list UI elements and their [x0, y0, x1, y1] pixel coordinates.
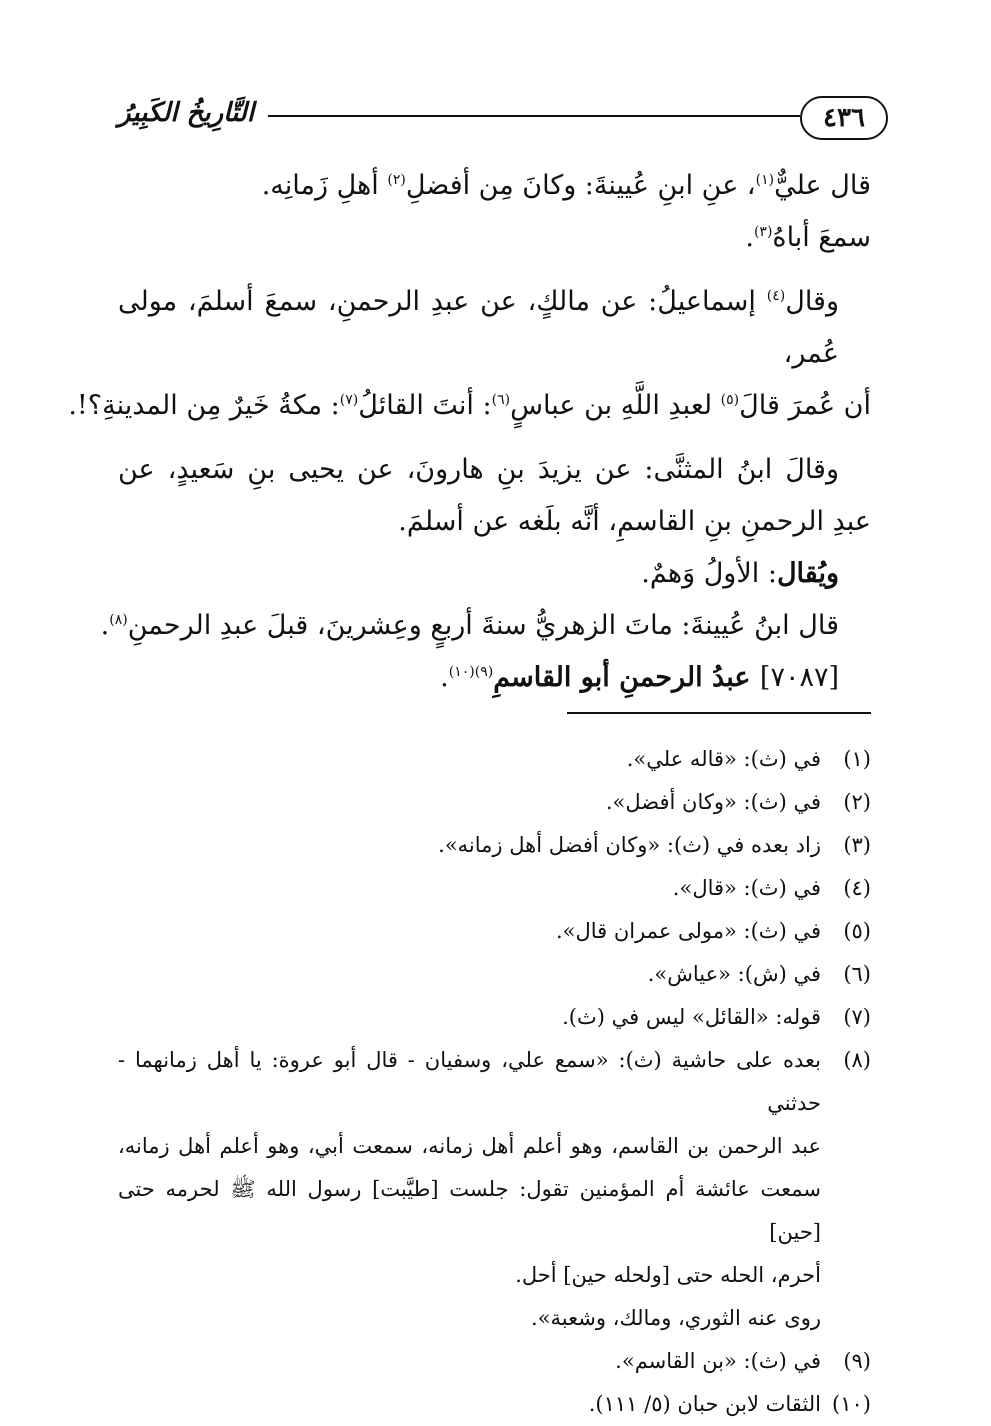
footnote-text: [118, 738, 821, 781]
footnotes: [118, 738, 871, 1426]
footnote: [118, 910, 871, 953]
footnote: [118, 1039, 871, 1340]
footnote: [118, 996, 871, 1039]
footnote-line: في (ث): «وكان أفضل».: [605, 790, 821, 814]
text-run: ، عنِ ابنِ عُيينةَ: وكانَ مِن أفضلِ: [405, 170, 756, 201]
footnote-ref-4: (٤): [766, 288, 786, 304]
footnote-ref-8: (٨): [109, 612, 128, 628]
page-number: ٤٣٦: [823, 103, 865, 133]
footnote-line: في (ث): «قاله علي».: [626, 747, 821, 771]
footnote: [118, 867, 871, 910]
paragraph-2: [118, 212, 871, 264]
text-run: أهلِ زَمانِه.: [261, 170, 388, 201]
footnote-text: [118, 1039, 821, 1340]
header-rule: [268, 115, 800, 117]
text-run: : مكةُ خَيرٌ مِن المدينةِ؟!.: [68, 390, 340, 421]
footnote-line: روى عنه الثوري، ومالك، وشعبة».: [531, 1306, 821, 1330]
footnote: [118, 1340, 871, 1383]
footnote-line: عبد الرحمن بن القاسم، وهو أعلم أهل زمانه، سمعت أبي، وهو أعلم أهل زمانه،: [118, 1134, 821, 1158]
footnote-separator: [567, 712, 871, 714]
bold-term: ويُقال: [776, 558, 839, 589]
footnote-number: (٦): [843, 962, 871, 986]
text-run: .: [100, 610, 110, 641]
footnote-number: (٢): [843, 790, 871, 814]
footnote-line: قوله: «القائل» ليس في (ث).: [562, 1005, 821, 1029]
text-run: قال عليٌّ: [774, 170, 871, 201]
text-run: قال ابنُ عُيينةَ: ماتَ الزهريُّ سنةَ أربعٍ وعِشرينَ، قبلَ عبدِ الرحمنِ: [127, 610, 839, 641]
footnote-text: [118, 953, 821, 996]
book-title: التَّارِيخُ الكَبِيرُ: [118, 98, 255, 128]
footnote-number: (٤): [843, 876, 871, 900]
text-run: أن عُمرَ قالَ: [739, 390, 871, 421]
entry-heading: [118, 652, 871, 704]
footnote-ref-3: (٣): [753, 224, 773, 240]
footnote-line: أحرم، الحله حتى [ولحله حين] أحل.: [515, 1263, 821, 1287]
footnote: [118, 953, 871, 996]
paragraph-5: [118, 548, 871, 600]
footnote-ref-1: (١): [755, 172, 775, 188]
footnote: [118, 1383, 871, 1426]
footnote-number: (٨): [843, 1048, 871, 1072]
text-run: سمعَ أباهُ: [772, 222, 871, 253]
footnote-ref-7: (٧): [339, 392, 359, 408]
footnote-text: [118, 996, 821, 1039]
footnote-number: (١٠): [832, 1392, 871, 1416]
text-run: إسماعيلُ: عن مالكٍ، عن عبدِ الرحمنِ، سمعَ أسلمَ، مولى عُمر،: [118, 286, 839, 369]
entry-name: عبدُ الرحمنِ أبو القاسمِ: [493, 662, 760, 693]
paragraph-4-line-1: وقالَ ابنُ المثنَّى: عن يزيدَ بنِ هارونَ، عن يحيى بنِ سَعيدٍ، عن: [118, 454, 839, 485]
footnote-ref-9-10: (٩)(١٠): [448, 664, 494, 680]
footnote-text: [118, 910, 821, 953]
footnote-number: (١): [843, 747, 871, 771]
entry-number: [٧٠٨٧]: [759, 662, 839, 693]
footnote-line: في (ث): «قال».: [672, 876, 821, 900]
text-run: .: [440, 662, 449, 693]
footnote-text: [118, 867, 821, 910]
footnote-line: الثقات لابن حبان (٥/ ١١١).: [588, 1392, 821, 1416]
paragraph-1: [118, 160, 871, 212]
footnote-line: في (ث): «بن القاسم».: [615, 1349, 821, 1373]
text-run: : الأولُ وَهمٌ.: [641, 558, 777, 589]
page-number-badge: [800, 96, 888, 140]
footnote-number: (٥): [843, 919, 871, 943]
paragraph-3-line-1: [118, 276, 871, 380]
text-run: لعبدِ اللَّهِ بن عباسٍ: [510, 390, 721, 421]
main-text: [68, 160, 871, 704]
footnote-ref-2: (٢): [387, 172, 406, 188]
paragraph-3-line-2: [68, 380, 871, 432]
page-header: [118, 96, 888, 140]
footnote-line: سمعت عائشة أم المؤمنين تقول: جلست [طيَّبت] رسول الله ﷺ لحرمه حتى [حين]: [118, 1177, 821, 1244]
footnote-number: (٣): [843, 833, 871, 857]
footnote-ref-6: (٦): [491, 392, 511, 408]
footnote-text: [118, 824, 821, 867]
footnote-line: زاد بعده في (ث): «وكان أفضل أهل زمانه».: [438, 833, 821, 857]
footnote-text: [118, 1340, 821, 1383]
footnote-ref-5: (٥): [720, 392, 740, 408]
paragraph-4-line-2: عبدِ الرحمنِ بنِ القاسمِ، أنَّه بلَغه عن أسلمَ.: [398, 506, 871, 537]
footnote-number: (٧): [843, 1005, 871, 1029]
footnote-line: في (ش): «عياش».: [647, 962, 821, 986]
footnote: [118, 738, 871, 781]
footnote-line: في (ث): «مولى عمران قال».: [555, 919, 821, 943]
footnote-text: [118, 1383, 821, 1426]
paragraph-6: [100, 600, 871, 652]
text-run: .: [745, 222, 754, 253]
text-run: : أنتَ القائلُ: [358, 390, 492, 421]
footnote-number: (٩): [843, 1349, 871, 1373]
text-run: وقال: [785, 286, 839, 317]
footnote: [118, 824, 871, 867]
footnote: [118, 781, 871, 824]
footnote-text: [118, 781, 821, 824]
footnote-line: بعده على حاشية (ث): «سمع علي، وسفيان - قال أبو عروة: يا أهل زمانهما - حدثني: [118, 1048, 821, 1115]
